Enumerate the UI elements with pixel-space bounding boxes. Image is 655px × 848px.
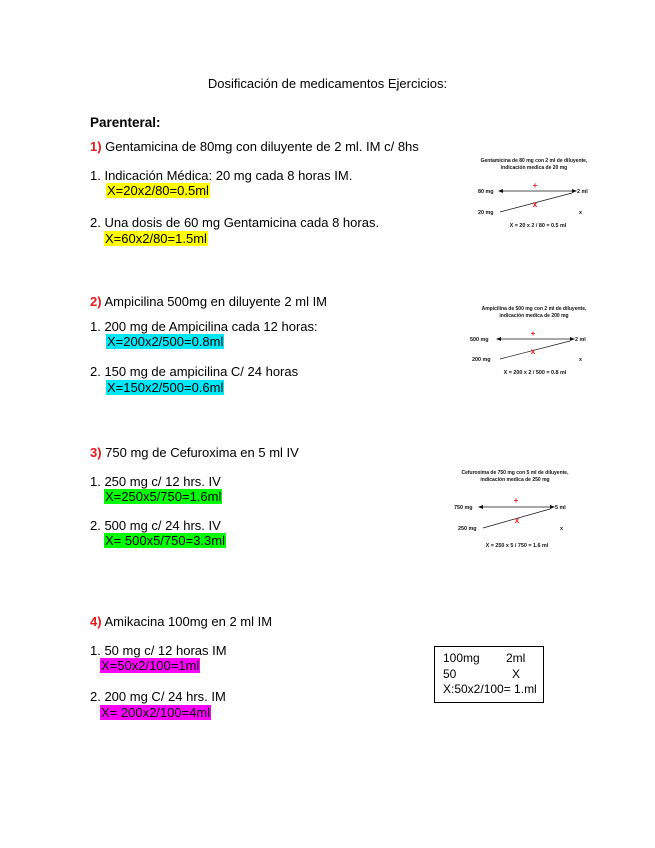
diagram-title-line-1: Gentamicina de 80 mg con 2 ml de diluyente, bbox=[480, 158, 588, 164]
diagram-right-top: 2 ml bbox=[575, 337, 586, 343]
exercise-4-number: 4) bbox=[90, 614, 102, 629]
diagram-arrowhead-left bbox=[498, 189, 503, 193]
exercise-2-item-1: 1. 200 mg de Ampicilina cada 12 horas: bbox=[90, 319, 318, 334]
diagram-title-line-2: indicación medica de 20 mg bbox=[500, 165, 568, 171]
diagram-title-line-1: Ampicilina de 500 mg con 2 ml de diluyente, bbox=[481, 306, 587, 312]
exercise-4-item-1: 1. 50 mg c/ 12 horas IM bbox=[90, 643, 227, 658]
diagram-cross: x bbox=[532, 200, 538, 209]
diagram-cross: x bbox=[530, 347, 536, 356]
exercise-1-header bbox=[90, 139, 419, 154]
box-row-2-col-1: 50 bbox=[443, 666, 457, 681]
exercise-3-header bbox=[90, 445, 299, 460]
diagram-title-line-2: indicación medica de 250 mg bbox=[480, 477, 550, 483]
exercise-3-title: 750 mg de Cefuroxima en 5 ml IV bbox=[101, 445, 299, 460]
exercise-1-title: Gentamicina de 80mg con diluyente de 2 ml. IM c/ 8hs bbox=[101, 139, 419, 154]
diagram-left-bottom: 250 mg bbox=[458, 526, 477, 532]
exercise-4-item-2: 2. 200 mg C/ 24 hrs. IM bbox=[90, 689, 226, 704]
exercise-1-number: 1) bbox=[90, 139, 102, 154]
diagram-plus: + bbox=[530, 329, 536, 338]
diagram-title-line-2: indicación medica de 200 mg bbox=[499, 313, 569, 319]
answer-highlight: X=200x2/500=0.8ml bbox=[107, 334, 224, 349]
diagram-arrowhead-left bbox=[478, 505, 483, 509]
exercise-3-item-2: 2. 500 mg c/ 24 hrs. IV bbox=[90, 518, 221, 533]
exercise-2-answer-1 bbox=[106, 333, 224, 351]
section-heading: Parenteral: bbox=[90, 115, 161, 130]
exercise-2-number: 2) bbox=[90, 294, 102, 309]
diagram-left-bottom: 200 mg bbox=[472, 357, 491, 363]
exercise-2-title: Ampicilina 500mg en diluyente 2 ml IM bbox=[101, 294, 328, 309]
exercise-1-item-2: 2. Una dosis de 60 mg Gentamicina cada 8 horas. bbox=[90, 215, 380, 230]
exercise-4-header bbox=[90, 614, 272, 629]
diagram-right-bottom: x bbox=[579, 357, 582, 363]
exercise-3-number: 3) bbox=[90, 445, 102, 460]
exercise-1-item-1: 1. Indicación Médica: 20 mg cada 8 horas IM. bbox=[90, 168, 353, 183]
diagram-right-bottom: x bbox=[579, 210, 582, 216]
answer-highlight: X= 500x5/750=3.3ml bbox=[105, 533, 225, 548]
diagram-cross: x bbox=[514, 516, 520, 525]
box-row-3 bbox=[443, 682, 543, 698]
diagram-right-bottom: x bbox=[560, 526, 563, 532]
exercise-3-item-1: 1. 250 mg c/ 12 hrs. IV bbox=[90, 474, 221, 489]
diagram-arrowhead-left bbox=[496, 337, 501, 341]
diagram-formula: X = 200 x 2 / 500 = 0.8 ml bbox=[503, 370, 567, 376]
exercise-1-answer-2 bbox=[104, 230, 208, 248]
box-row-1-col-2: 2ml bbox=[506, 651, 526, 665]
diagram-plus: + bbox=[513, 496, 519, 505]
box-row-2 bbox=[443, 667, 543, 683]
diagram-plus: + bbox=[532, 181, 538, 190]
rule-of-three-diagram-1 bbox=[460, 156, 610, 236]
answer-highlight: X=60x2/80=1.5ml bbox=[105, 231, 207, 246]
answer-highlight: X=150x2/500=0.6ml bbox=[107, 380, 224, 395]
answer-highlight: X=50x2/100=1ml bbox=[101, 658, 200, 673]
diagram-left-bottom: 20 mg bbox=[478, 210, 494, 216]
exercise-3-answer-1 bbox=[104, 488, 222, 506]
exercise-3-answer-2 bbox=[104, 532, 226, 550]
exercise-2-item-2: 2. 150 mg de ampicilina C/ 24 horas bbox=[90, 364, 299, 379]
answer-highlight: X=250x5/750=1.6ml bbox=[105, 489, 222, 504]
diagram-formula: X = 20 x 2 / 80 = 0.5 ml bbox=[509, 223, 567, 229]
answer-highlight: X= 200x2/100=4ml bbox=[101, 705, 211, 720]
exercise-4-answer-2 bbox=[100, 704, 211, 722]
box-row-2-col-2: X bbox=[512, 666, 521, 681]
diagram-title-line-1: Cefuroxima de 750 mg con 5 ml de diluyente, bbox=[461, 470, 569, 476]
exercise-4-answer-1 bbox=[100, 657, 200, 675]
page-title: Dosificación de medicamentos Ejercicios: bbox=[207, 76, 448, 91]
exercise-2-header bbox=[90, 294, 327, 309]
exercise-1-answer-1 bbox=[106, 182, 210, 200]
exercise-4-title: Amikacina 100mg en 2 ml IM bbox=[101, 614, 273, 629]
diagram-left-top: 750 mg bbox=[454, 505, 473, 511]
exercise-2-answer-2 bbox=[106, 379, 224, 397]
box-row-1-col-1: 100mg bbox=[443, 651, 480, 665]
rule-of-three-diagram-3 bbox=[445, 468, 595, 550]
calculation-box bbox=[434, 646, 544, 703]
box-row-3-text: X:50x2/100= 1.ml bbox=[443, 682, 537, 696]
rule-of-three-diagram-2 bbox=[460, 304, 610, 384]
diagram-left-top: 500 mg bbox=[470, 337, 489, 343]
answer-highlight: X=20x2/80=0.5ml bbox=[107, 183, 209, 198]
diagram-right-top: 5 ml bbox=[555, 505, 566, 511]
diagram-right-top: 2 ml bbox=[577, 189, 588, 195]
box-row-1 bbox=[443, 651, 543, 667]
diagram-left-top: 80 mg bbox=[478, 189, 494, 195]
diagram-formula: X = 250 x 5 / 750 = 1.6 ml bbox=[485, 543, 549, 549]
